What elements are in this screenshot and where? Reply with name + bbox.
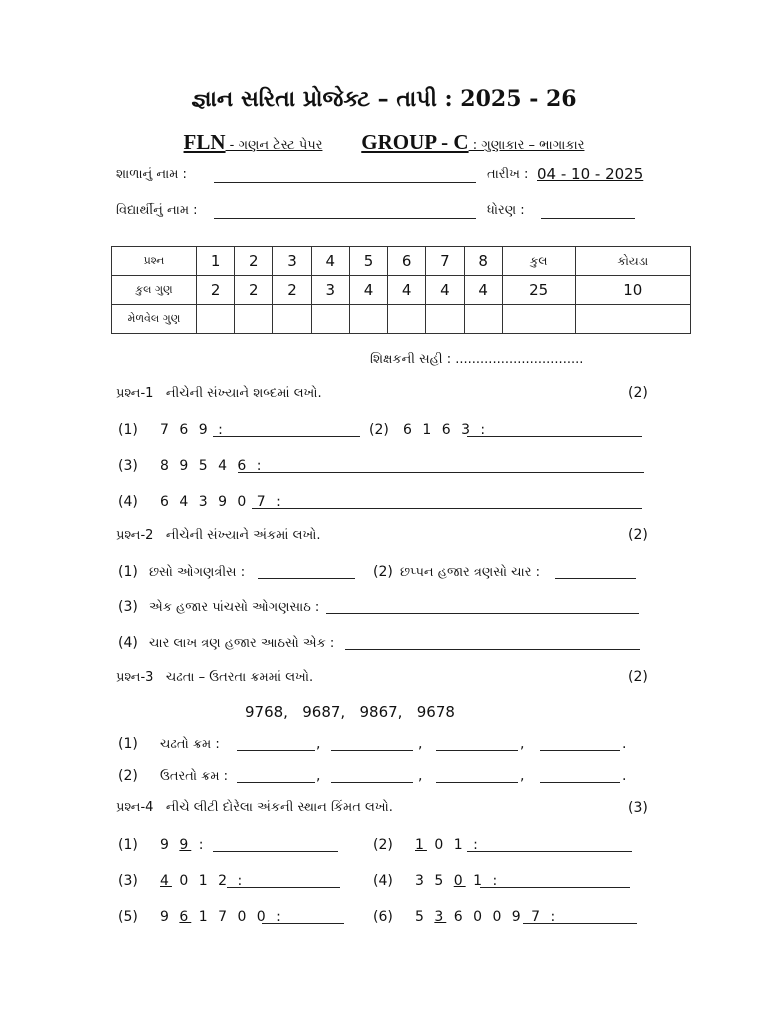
answer-line[interactable] [237,736,315,751]
answer-line[interactable] [540,768,620,783]
answer-line[interactable] [345,635,640,650]
comma: , [520,736,525,752]
digit: 1 : [465,873,501,889]
q4-heading [116,800,393,815]
score-cell[interactable] [388,305,426,334]
student-label: વિદ્યાર્થીનું નામ : [116,203,198,218]
table-cell: 2 [273,276,311,305]
date-value: 04 - 10 - 2025 [537,165,644,183]
q1-item-no: (4) [118,494,138,510]
table-cell: 2 [235,247,273,276]
q1-item-no: (3) [118,458,138,474]
score-cell[interactable] [349,305,387,334]
digit: 3 5 [415,873,454,889]
answer-line[interactable] [237,768,315,783]
digit: : [191,837,207,853]
table-cell: 4 [311,247,349,276]
digit: 6 0 0 9 7 : [446,909,559,925]
row-label: કુલ ગુણ [112,276,197,305]
std-label: ધોરણ : [487,203,525,218]
answer-line[interactable] [523,909,637,924]
score-cell[interactable] [575,305,690,334]
q4-item-no: (1) [118,837,138,853]
q4-marks: (3) [628,800,648,816]
table-cell: 4 [464,276,502,305]
q3-text: ચઢતા – ઉતરતા ક્રમમાં લખો. [165,670,314,685]
q4-item-no: (4) [373,873,393,889]
student-field[interactable] [214,204,476,219]
q2-item-2: છપ્પન હજાર ત્રણસો ચાર : [400,565,540,580]
underlined-digit: 6 [179,909,192,925]
q2-heading [116,528,321,543]
table-cell: કુલ [502,247,575,276]
q2-item-4: ચાર લાખ ત્રણ હજાર આઠસો એક : [149,636,335,651]
date-label: તારીખ : [487,167,529,182]
q1-item-no: (1) [118,422,138,438]
answer-line[interactable] [227,873,340,888]
q3-item-1: ચઢતો ક્રમ : [160,737,220,752]
q3-numbers: 9768, 9687, 9867, 9678 [245,703,455,721]
table-cell: 3 [311,276,349,305]
comma: , [316,768,321,784]
q1-marks: (2) [628,385,648,401]
q2-label: પ્રશ્ન-2 [116,528,154,543]
underlined-digit: 1 [415,837,427,853]
row-label: મેળવેલ ગુણ [112,305,197,334]
row-label: પ્રશ્ન [112,247,197,276]
answer-line[interactable] [238,458,644,473]
q4-item-no: (6) [373,909,393,925]
q2-marks: (2) [628,527,648,543]
answer-line[interactable] [252,494,642,509]
q2-item-no: (3) [118,599,138,615]
q2-item-1: છસો ઓગણત્રીસ : [149,565,246,580]
q3-heading [116,670,313,685]
std-field[interactable] [541,204,635,219]
table-cell: 4 [388,276,426,305]
q4-item-1 [160,837,206,853]
table-cell: 3 [273,247,311,276]
answer-line[interactable] [436,768,518,783]
score-cell[interactable] [311,305,349,334]
table-cell: 25 [502,276,575,305]
score-cell[interactable] [464,305,502,334]
q3-marks: (2) [628,669,648,685]
table-cell: 2 [197,276,235,305]
q2-item-no: (4) [118,635,138,651]
underlined-digit: 4 [160,873,172,889]
answer-line[interactable] [213,422,360,437]
q1-item-3: 8 9 5 4 6 : [160,458,265,474]
table-row [112,305,691,334]
digit: 5 [415,909,435,925]
digit: 9 [160,837,180,853]
underlined-digit: 9 [179,837,192,853]
answer-line[interactable] [331,768,413,783]
school-field[interactable] [214,168,476,183]
score-cell[interactable] [273,305,311,334]
school-label: શાળાનું નામ : [116,167,187,182]
q3-item-no: (1) [118,736,138,752]
comma: , [418,736,423,752]
answer-line[interactable] [467,422,642,437]
answer-line[interactable] [258,564,355,579]
digit: 0 1 2 : [171,873,246,889]
page-subtitle [0,130,768,155]
table-row [112,247,691,276]
group-sub: : ગુણાકાર – ભાગાકાર [468,138,585,153]
score-cell[interactable] [235,305,273,334]
table-cell: 8 [464,247,502,276]
period: . [622,768,627,784]
q3-item-no: (2) [118,768,138,784]
q4-item-no: (2) [373,837,393,853]
period: . [622,736,627,752]
q1-item-4: 6 4 3 9 0 7 : [160,494,284,510]
digit: 1 7 0 0 : [191,909,284,925]
table-row [112,276,691,305]
score-cell[interactable] [502,305,575,334]
group-label: GROUP - C [361,130,469,154]
q2-text: નીચેની સંખ્યાને અંકમાં લખો. [165,528,321,543]
q1-heading [116,386,322,401]
q2-item-no: (1) [118,564,138,580]
score-cell[interactable] [197,305,235,334]
score-table [111,246,691,334]
answer-line[interactable] [480,873,630,888]
answer-line[interactable] [262,909,344,924]
score-cell[interactable] [426,305,464,334]
table-cell: 4 [426,276,464,305]
fln-label: FLN [183,130,226,154]
q1-label: પ્રશ્ન-1 [116,386,154,401]
comma: , [418,768,423,784]
q2-item-3: એક હજાર પાંચસો ઓગણસાઠ : [149,600,320,615]
underlined-digit: 0 [453,873,466,889]
underlined-digit: 3 [434,909,447,925]
q3-item-2: ઉતરતો ક્રમ : [160,769,229,784]
q4-text: નીચે લીટી દોરેલા અંકની સ્થાન કિંમત લખો. [165,800,393,815]
table-cell: 4 [349,276,387,305]
answer-line[interactable] [555,564,636,579]
q4-label: પ્રશ્ન-4 [116,800,154,815]
table-cell: 1 [197,247,235,276]
q3-label: પ્રશ્ન-3 [116,670,154,685]
q1-item-1: 7 6 9 : [160,422,226,438]
page-title: જ્ઞાન સરિતા પ્રોજેક્ટ – તાપી : 2025 - 26 [191,86,577,112]
table-cell: કોયડા [575,247,690,276]
table-cell: 2 [235,276,273,305]
comma: , [520,768,525,784]
answer-line[interactable] [331,736,413,751]
answer-line[interactable] [540,736,620,751]
fln-sub: - ગણન ટેસ્ટ પેપર [225,138,323,153]
table-cell: 7 [426,247,464,276]
q2-item-no: (2) [373,564,393,580]
q4-item-no: (5) [118,909,138,925]
q1-item-no: (2) [369,422,389,438]
teacher-signature: શિક્ષકની સહી : ............................... [370,352,584,367]
table-cell: 10 [575,276,690,305]
answer-line[interactable] [436,736,518,751]
digit: 0 1 : [426,837,481,853]
comma: , [316,736,321,752]
q1-item-2: 6 1 6 3 : [403,422,489,438]
digit: 9 [160,909,180,925]
q4-item-no: (3) [118,873,138,889]
table-cell: 6 [388,247,426,276]
answer-line[interactable] [326,599,639,614]
answer-line[interactable] [467,837,632,852]
answer-line[interactable] [213,837,338,852]
q1-text: નીચેની સંખ્યાને શબ્દમાં લખો. [165,386,322,401]
table-cell: 5 [349,247,387,276]
